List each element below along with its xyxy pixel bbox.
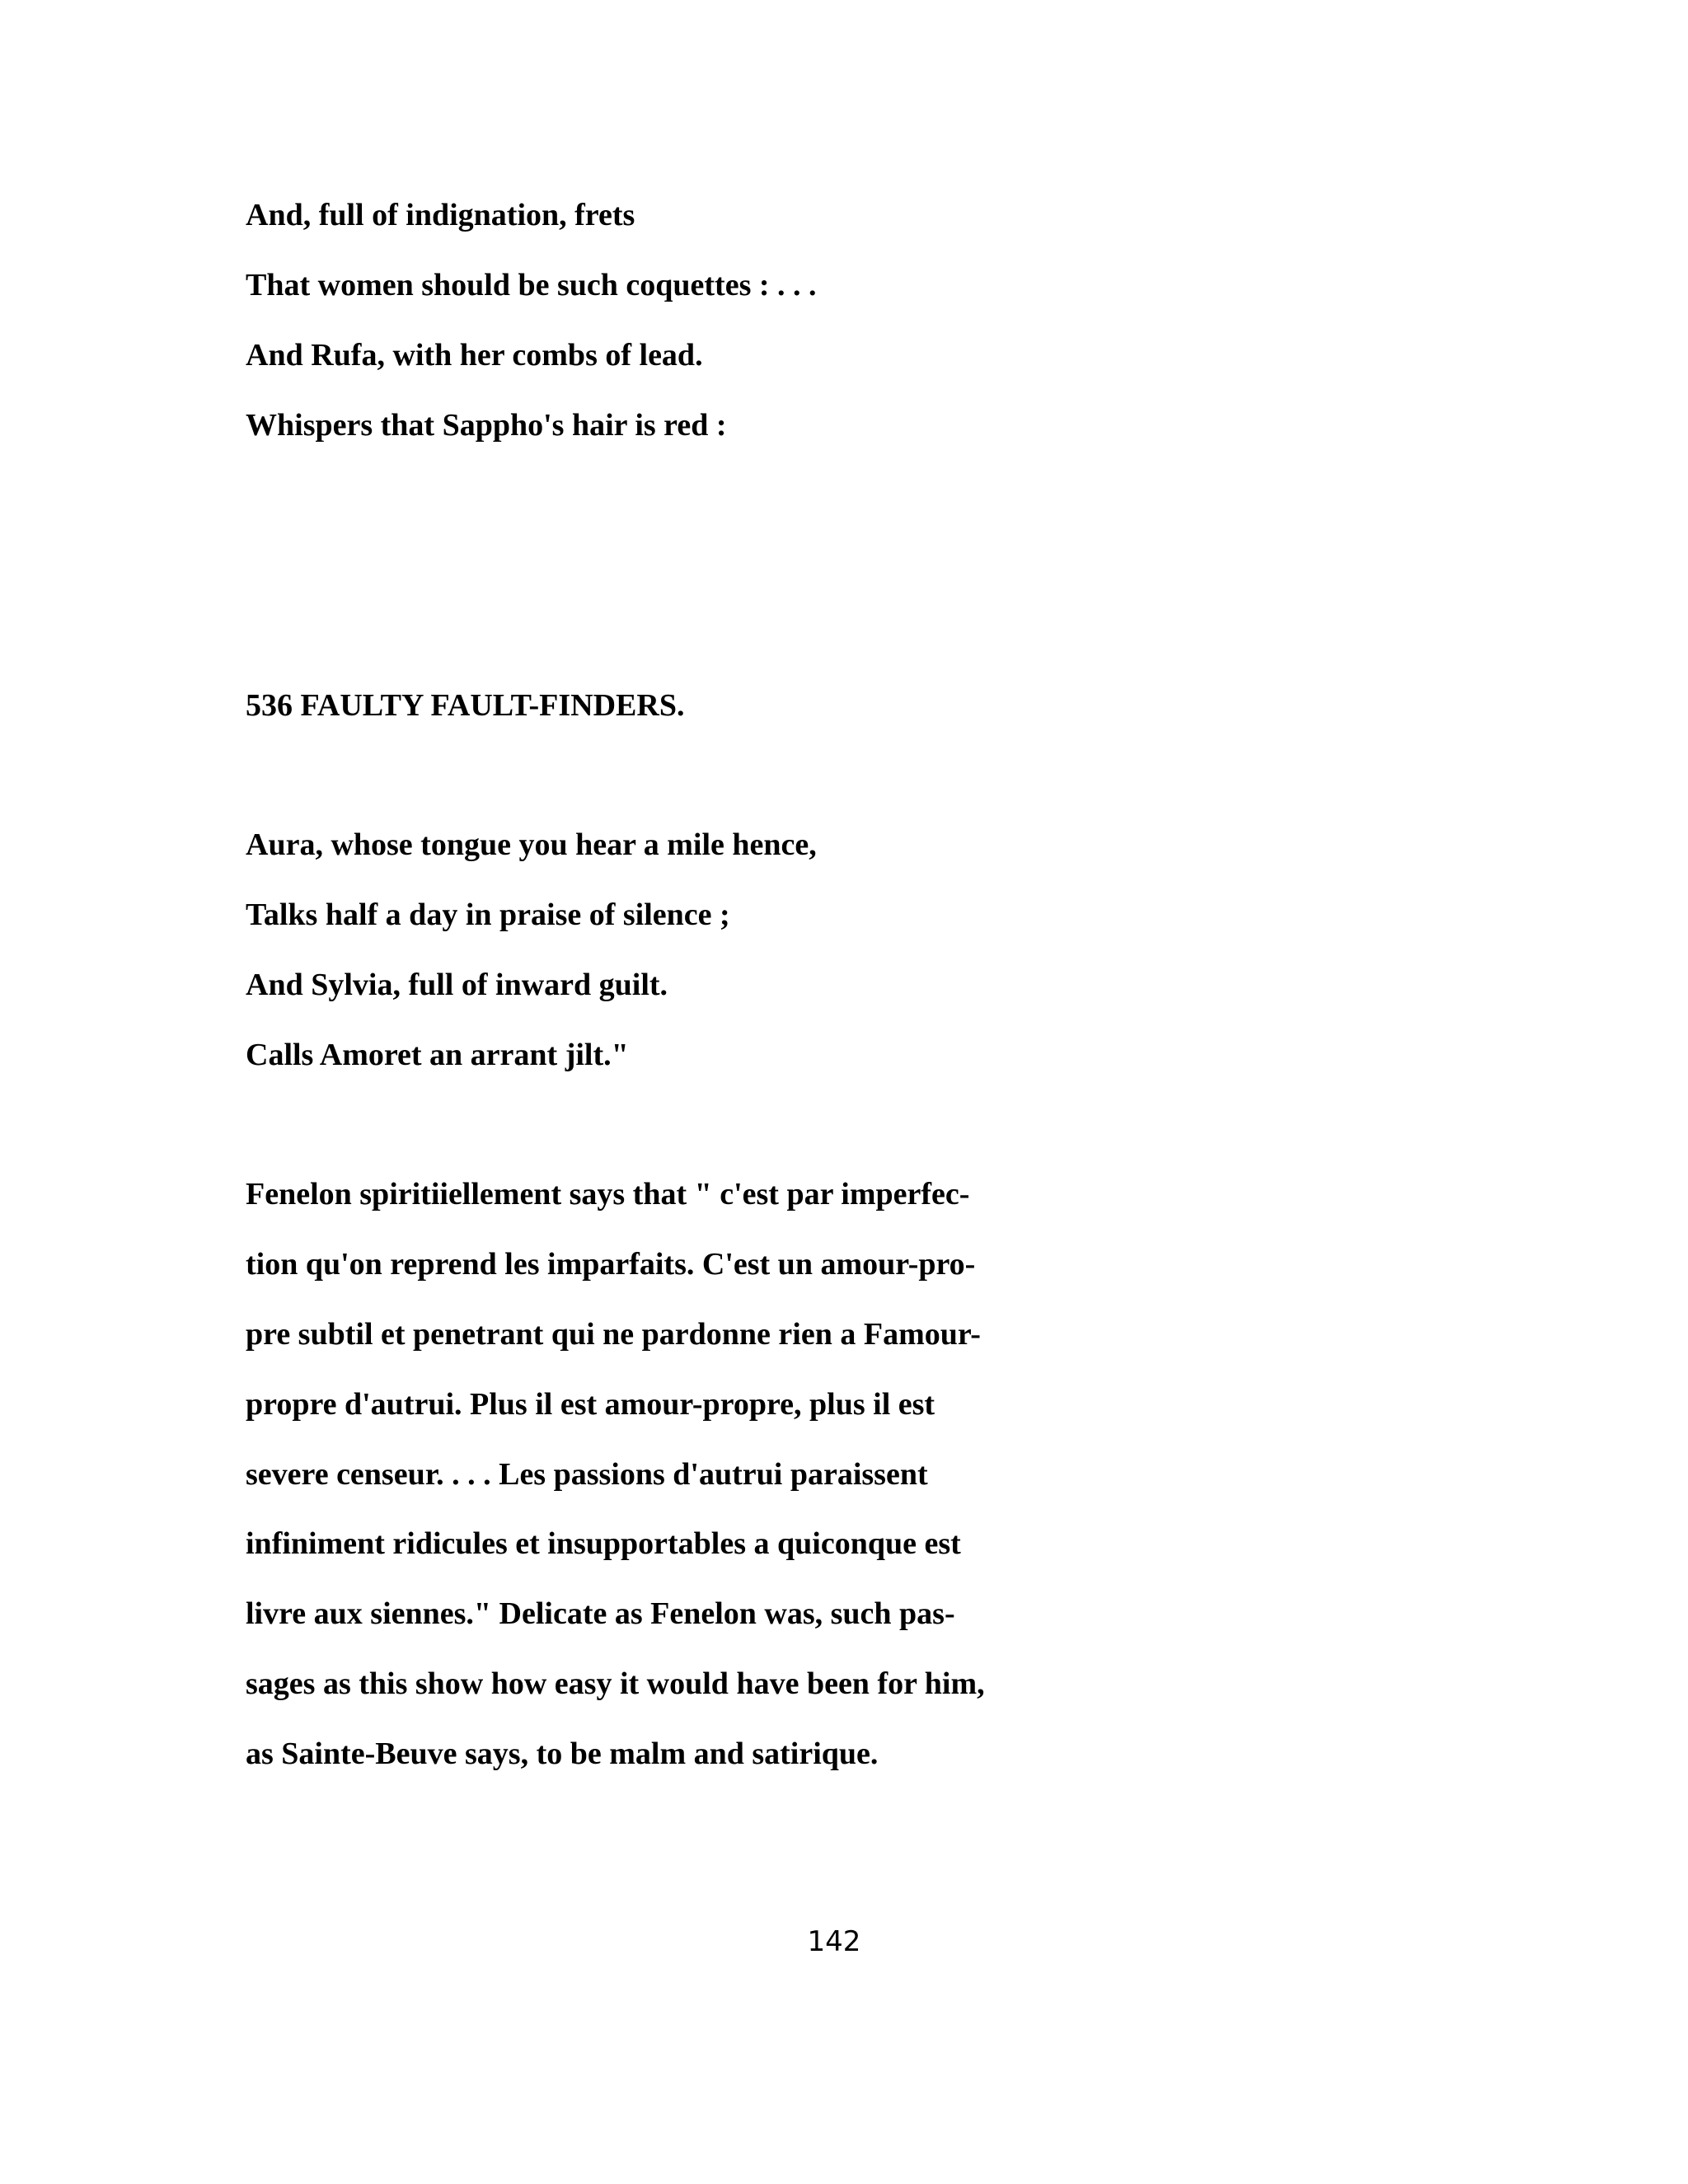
verse-line: And Sylvia, full of inward guilt. <box>246 968 668 1002</box>
paragraph-line: infiniment ridicules et insupportables a quiconque est <box>246 1526 961 1561</box>
verse-line: Aura, whose tongue you hear a mile hence, <box>246 827 817 862</box>
verse-line: And Rufa, with her combs of lead. <box>246 338 703 373</box>
verse-line: Calls Amoret an arrant jilt." <box>246 1038 629 1072</box>
paragraph-line: tion qu'on reprend les imparfaits. C'est un amour-pro- <box>246 1247 976 1282</box>
paragraph-line: as Sainte-Beuve says, to be malm and satirique. <box>246 1736 879 1771</box>
paragraph-line: Fenelon spiritiiellement says that " c'est par imperfec- <box>246 1177 970 1212</box>
verse-line: And, full of indignation, frets <box>246 198 635 232</box>
verse-line: That women should be such coquettes : . . . <box>246 268 817 302</box>
paragraph-line: propre d'autrui. Plus il est amour-propre, plus il est <box>246 1387 935 1422</box>
section-heading: 536 FAULTY FAULT-FINDERS. <box>246 688 685 723</box>
page-number: 142 <box>807 1925 861 1958</box>
verse-line: Whispers that Sappho's hair is red : <box>246 408 727 443</box>
paragraph-line: pre subtil et penetrant qui ne pardonne rien a Famour- <box>246 1317 981 1352</box>
paragraph-line: sages as this show how easy it would have been for him, <box>246 1666 985 1701</box>
paragraph-line: severe censeur. . . . Les passions d'autrui paraissent <box>246 1457 928 1492</box>
paragraph-line: livre aux siennes." Delicate as Fenelon was, such pas- <box>246 1596 955 1631</box>
verse-line: Talks half a day in praise of silence ; <box>246 898 730 932</box>
